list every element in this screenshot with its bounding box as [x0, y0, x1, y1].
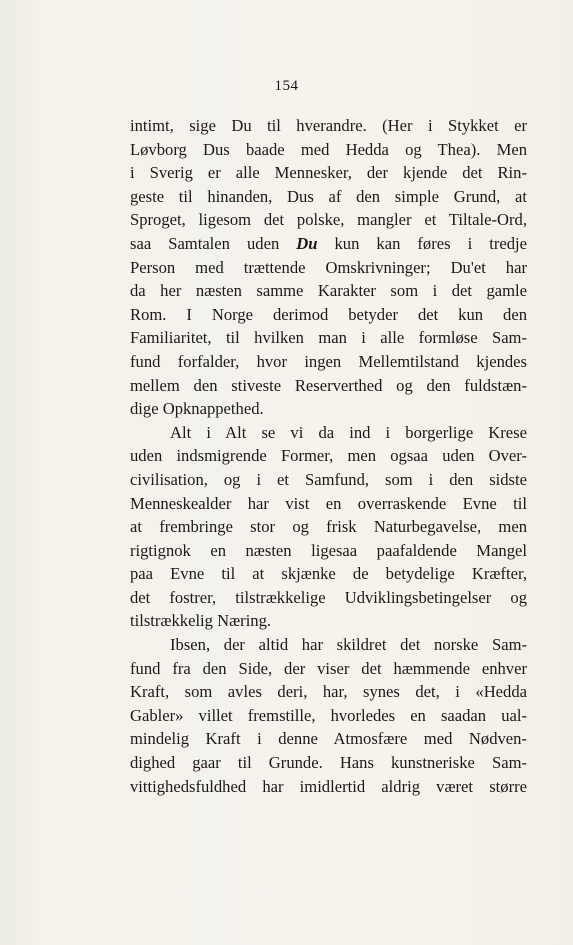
text-line: paa Evne til at skjænke de betydelige Kræfter, [130, 564, 527, 584]
text-line: at frembringe stor og frisk Naturbegavelse, men [130, 517, 527, 537]
body-text [130, 114, 527, 798]
text-line: Løvborg Dus baade med Hedda og Thea). Men [130, 139, 527, 159]
text-line: Ibsen, der altid har skildret det norske Sam- [170, 635, 527, 655]
text-line: civilisation, og i et Samfund, som i den sidste [130, 469, 527, 489]
text-line: fund fra den Side, der viser det hæmmende enhver [130, 658, 527, 678]
text-line: mellem den stiveste Reserverthed og den fuldstæn- [130, 375, 527, 395]
text-line: Menneskealder har vist en overraskende Evne til [130, 493, 527, 513]
text-line [130, 232, 527, 256]
text-line: rigtignok en næsten ligesaa paafaldende Mangel [130, 540, 527, 560]
text-line: tilstrækkelig Næring. [130, 611, 272, 631]
emphasized-word: Du [296, 233, 318, 253]
text-line: i Sverig er alle Mennesker, der kjende det Rin- [130, 163, 527, 183]
text-line: fund forfalder, hvor ingen Mellemtilstand kjendes [130, 351, 527, 371]
text-line: Alt i Alt se vi da ind i borgerlige Krese [170, 422, 527, 442]
text-line: mindelig Kraft i denne Atmosfære med Nødven- [130, 729, 527, 749]
text-line: uden indsmigrende Former, men ogsaa uden Over- [130, 446, 527, 466]
text-line: intimt, sige Du til hverandre. (Her i Stykket er [130, 116, 527, 135]
text-segment: kun kan føres i tredje [317, 233, 527, 253]
text-line: geste til hinanden, Dus af den simple Grund, at [130, 186, 527, 206]
text-line: vittighedsfuldhed har imidlertid aldrig været større [130, 776, 527, 796]
text-segment: saa Samtalen uden [130, 233, 297, 253]
text-line: Person med trættende Omskrivninger; Du'et har [130, 257, 527, 277]
page-number: 154 [274, 78, 299, 94]
text-line: det fostrer, tilstrækkelige Udviklingsbetingelser og [130, 587, 527, 607]
text-line: dige Opknappethed. [130, 399, 264, 419]
text-line: Gabler» villet fremstille, hvorledes en saadan ual- [130, 705, 527, 725]
text-line: da her næsten samme Karakter som i det gamle [130, 281, 527, 301]
text-line: Rom. I Norge derimod betyder det kun den [130, 304, 527, 324]
text-line: Kraft, som avles deri, har, synes det, i «Hedda [130, 682, 527, 702]
text-line: dighed gaar til Grunde. Hans kunstneriske Sam- [130, 753, 527, 773]
text-line: Sproget, ligesom det polske, mangler et Tiltale-Ord, [130, 210, 527, 230]
text-line: Familiaritet, til hvilken man i alle formløse Sam- [130, 328, 527, 348]
